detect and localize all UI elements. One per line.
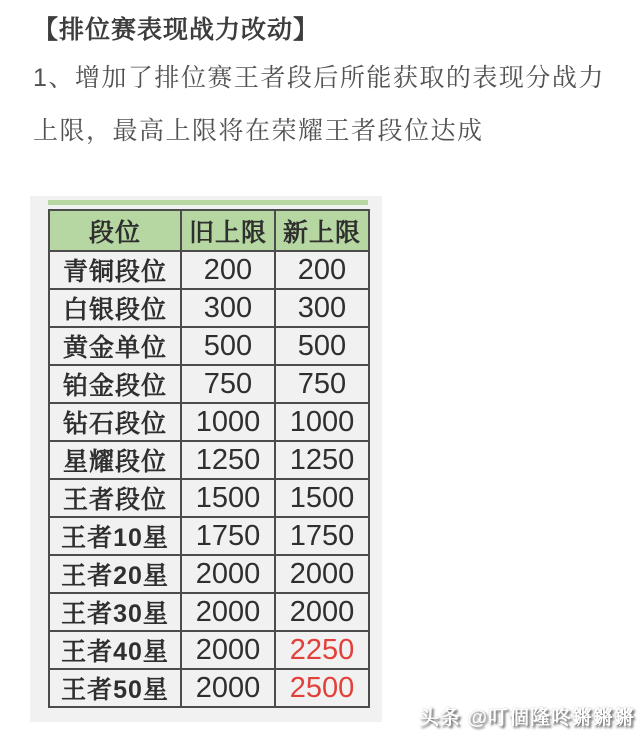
- body-paragraph: [33, 52, 623, 158]
- table-row: [49, 441, 369, 479]
- table-row: [49, 593, 369, 631]
- new-limit-cell: 1750: [275, 517, 369, 555]
- old-limit-cell: 2000: [181, 631, 275, 669]
- new-limit-cell: 300: [275, 289, 369, 327]
- rank-cell: 铂金段位: [49, 365, 181, 403]
- old-limit-cell: 750: [181, 365, 275, 403]
- rank-cell: 青铜段位: [49, 251, 181, 289]
- old-limit-cell: 300: [181, 289, 275, 327]
- header-new-limit: 新上限: [275, 210, 369, 251]
- table-row: [49, 517, 369, 555]
- old-limit-cell: 1000: [181, 403, 275, 441]
- new-limit-cell: 200: [275, 251, 369, 289]
- old-limit-cell: 500: [181, 327, 275, 365]
- table-row: [49, 479, 369, 517]
- old-limit-cell: 200: [181, 251, 275, 289]
- rank-cell: 王者40星: [49, 631, 181, 669]
- watermark: 头条 @叮個隆咚鏘鏘鏘: [418, 707, 635, 729]
- rank-cell: 王者20星: [49, 555, 181, 593]
- table-row: [49, 555, 369, 593]
- old-limit-cell: 1500: [181, 479, 275, 517]
- table-row: [49, 289, 369, 327]
- rank-cell: 钻石段位: [49, 403, 181, 441]
- new-limit-cell: 2250: [275, 631, 369, 669]
- table-image-block: [30, 196, 382, 722]
- header-old-limit: 旧上限: [181, 210, 275, 251]
- new-limit-cell: 1000: [275, 403, 369, 441]
- table-row: [49, 669, 369, 707]
- table-row: [49, 403, 369, 441]
- table-row: [49, 251, 369, 289]
- table-header-row: [49, 210, 369, 251]
- rank-cell: 王者段位: [49, 479, 181, 517]
- table-row: [49, 631, 369, 669]
- new-limit-cell: 2000: [275, 593, 369, 631]
- rank-cell: 王者50星: [49, 669, 181, 707]
- rank-cell: 白银段位: [49, 289, 181, 327]
- old-limit-cell: 1250: [181, 441, 275, 479]
- new-limit-cell: 750: [275, 365, 369, 403]
- old-limit-cell: 2000: [181, 593, 275, 631]
- rank-cell: 王者30星: [49, 593, 181, 631]
- rank-limits-table: [48, 209, 370, 708]
- header-rank: 段位: [49, 210, 181, 251]
- new-limit-cell: 500: [275, 327, 369, 365]
- new-limit-cell: 2500: [275, 669, 369, 707]
- old-limit-cell: 2000: [181, 669, 275, 707]
- new-limit-cell: 1500: [275, 479, 369, 517]
- paragraph-line-1: 1、增加了排位赛王者段后所能获取的表现分战力: [33, 64, 605, 92]
- new-limit-cell: 2000: [275, 555, 369, 593]
- rank-table-body: [49, 251, 369, 707]
- old-limit-cell: 2000: [181, 555, 275, 593]
- new-limit-cell: 1250: [275, 441, 369, 479]
- rank-cell: 星耀段位: [49, 441, 181, 479]
- page-title: 【排位赛表现战力改动】: [33, 16, 320, 44]
- cropped-row-strip: [48, 200, 368, 205]
- table-row: [49, 327, 369, 365]
- paragraph-line-2: 上限，最高上限将在荣耀王者段位达成: [33, 117, 484, 145]
- rank-cell: 黄金单位: [49, 327, 181, 365]
- rank-cell: 王者10星: [49, 517, 181, 555]
- old-limit-cell: 1750: [181, 517, 275, 555]
- table-row: [49, 365, 369, 403]
